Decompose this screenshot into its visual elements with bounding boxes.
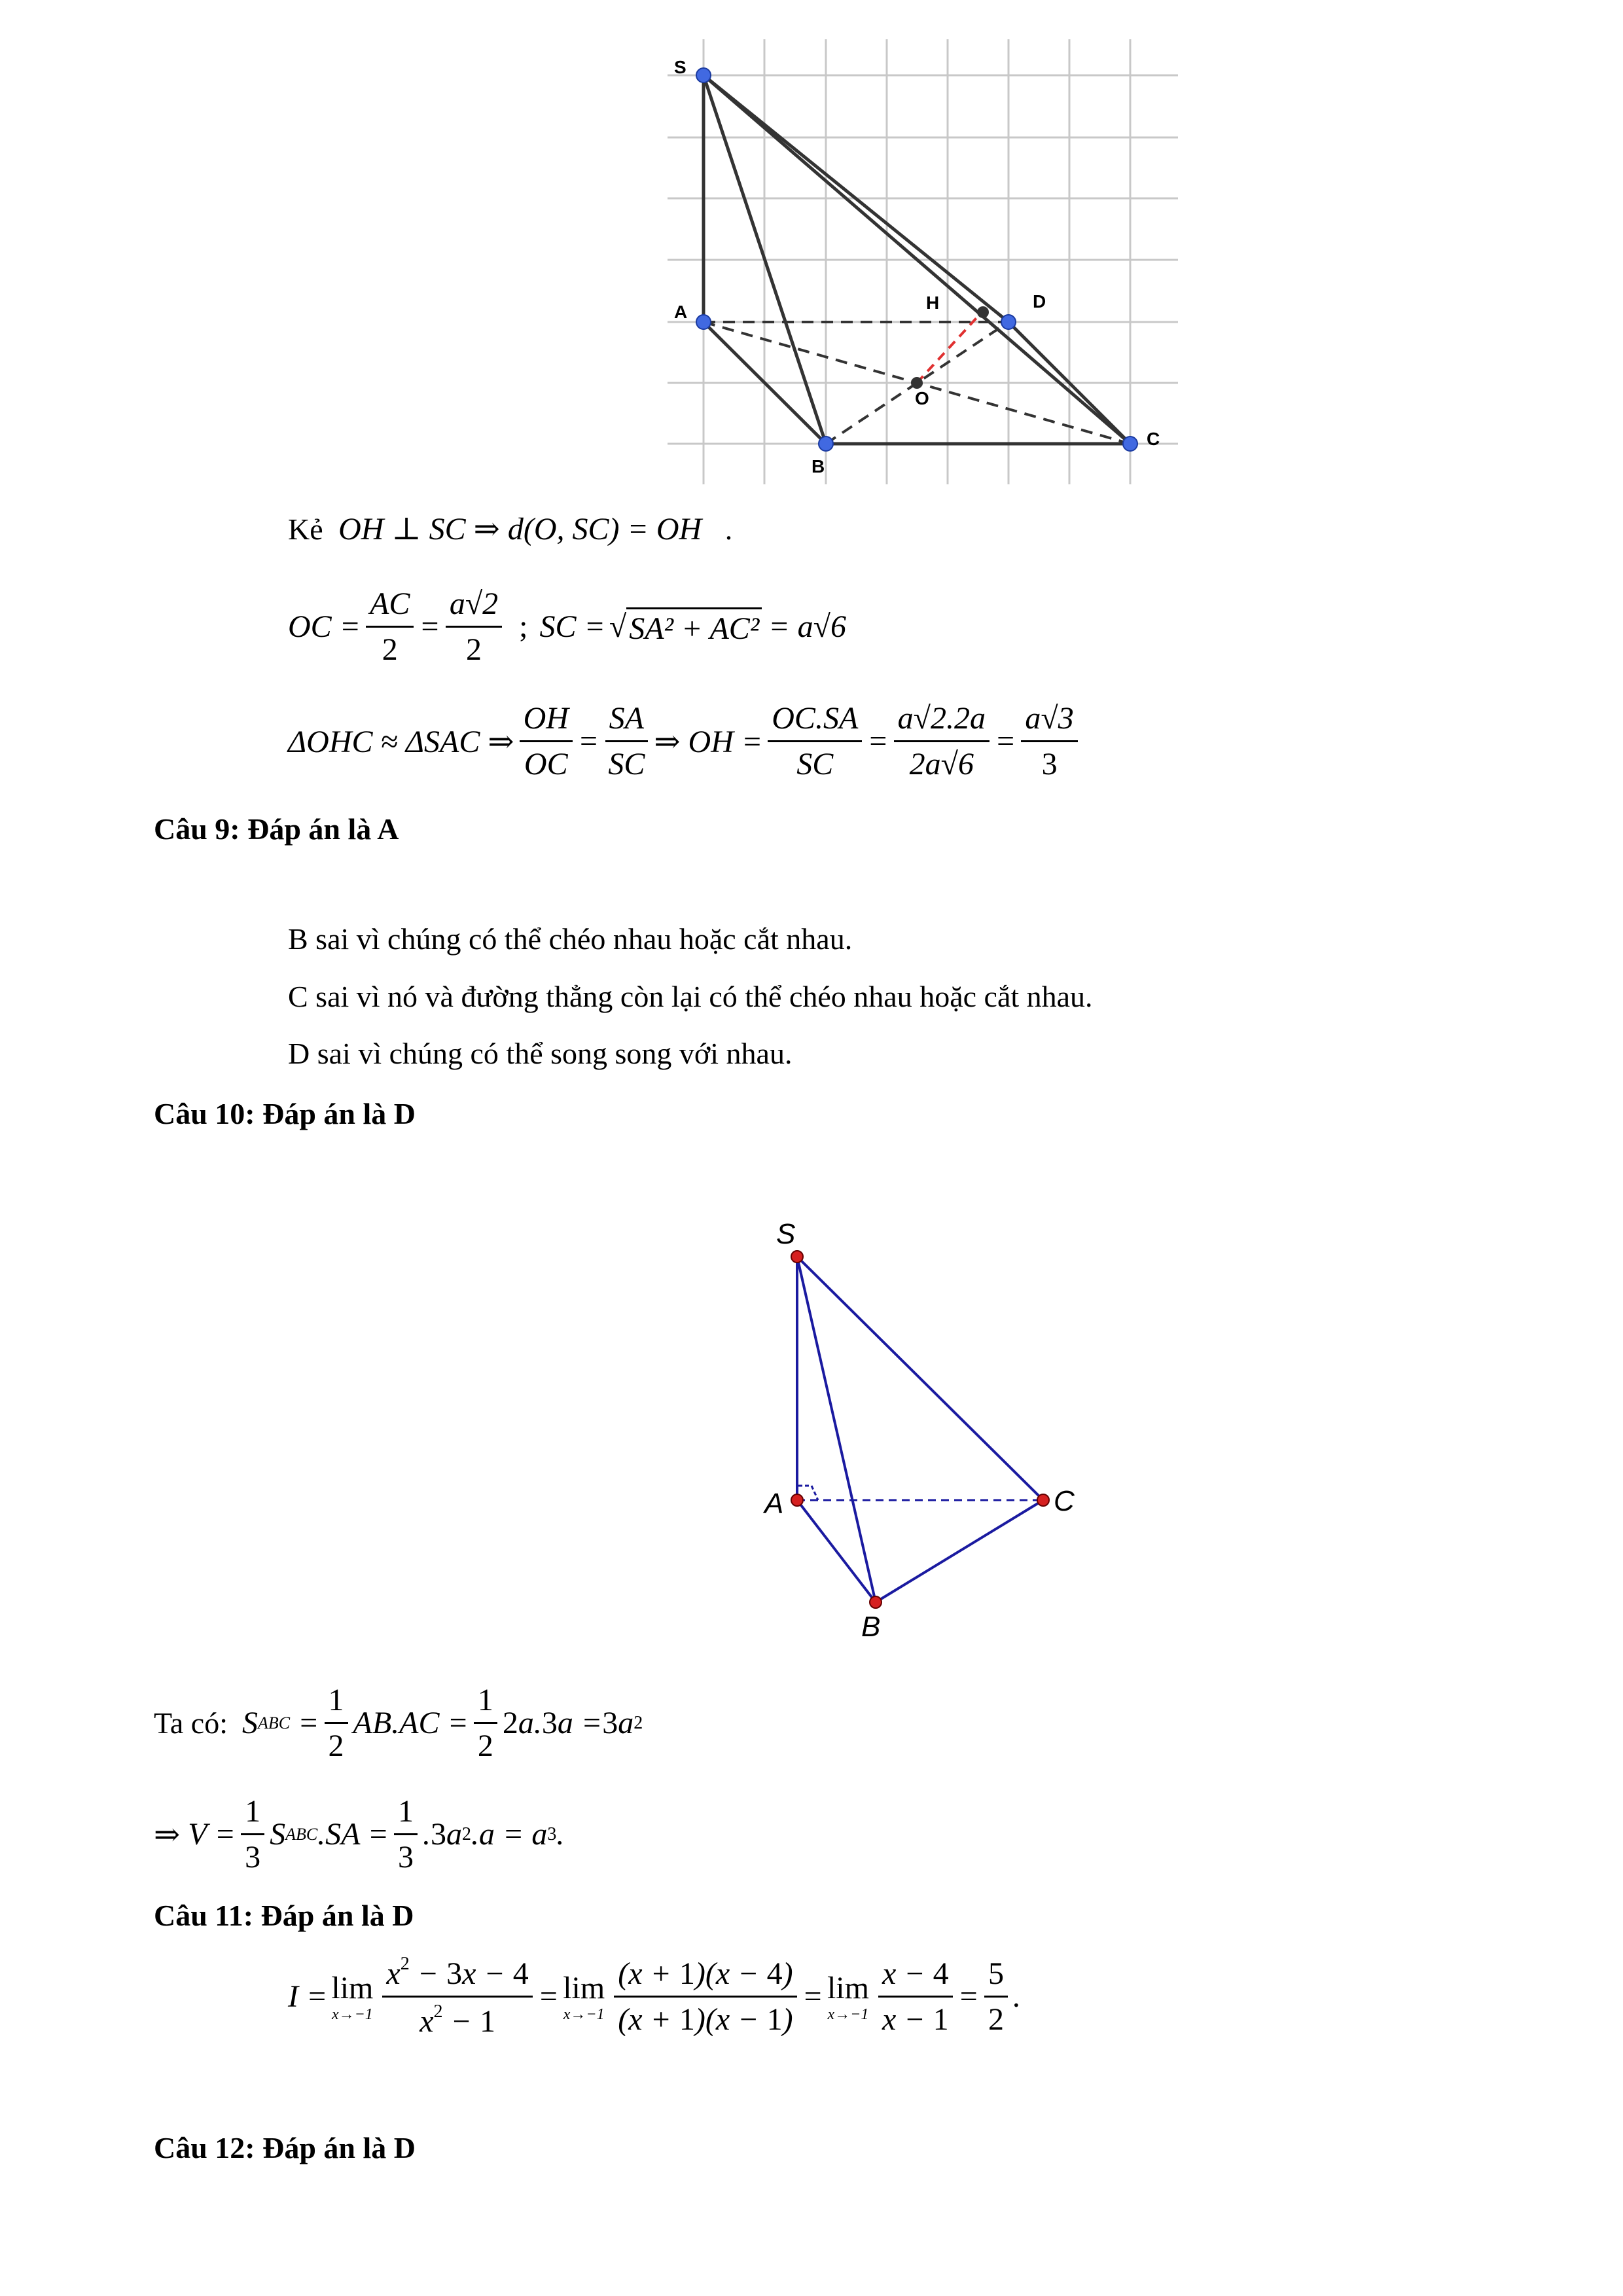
frac-ac-2 [366,586,414,668]
edge-bc [876,1500,1043,1602]
label-c: C [1054,1485,1075,1517]
label-h: H [926,293,940,313]
point-h [977,306,989,318]
q9-item-b: B sai vì chúng có thể chéo nhau hoặc cắt nhau. [288,922,853,956]
line-construct-oh [288,514,732,545]
label-d: D [1033,291,1046,312]
frac-ac-num: AC [366,586,414,628]
point-a [696,315,711,329]
frac-sa-sc [604,700,649,782]
q9-item-d: D sai vì chúng có thể song song với nhau. [288,1037,793,1070]
label-s: S [674,57,687,77]
sqrt-body: SA² + AC² [626,607,762,647]
q9-heading: Câu 9: Đáp án là A [154,812,399,846]
implies-oh: ⇒ OH = [654,724,763,759]
point-s [791,1251,803,1263]
figure-tetrahedron [746,1204,1113,1649]
eq-sign: = [419,609,440,644]
construct-expr: OH ⊥ SC ⇒ d(O, SC) = OH [338,512,702,547]
lim-2: lim x→−1 [563,1970,605,2023]
eq-1: = [577,724,599,759]
area-prefix: Ta có: [154,1706,228,1740]
point-b [819,437,833,451]
lim-1: lim x→−1 [331,1970,374,2023]
frac-ac-den: 2 [382,632,398,667]
area-expr: S ABC = $\frac{1}{2}$ AB.AC = $\frac{1}{2}$ 2 a. 3 a = 3 a 2 [242,1683,643,1763]
lim-3: lim x→−1 [827,1970,869,2023]
eq-2: = [867,724,889,759]
frac-value [894,700,990,782]
construct-end: . [724,512,733,546]
figure-pyramid-grid [654,39,1191,497]
point-a [791,1494,803,1506]
point-c [1037,1494,1049,1506]
q10-heading: Câu 10: Đáp án là D [154,1097,416,1130]
oc-label: OC = [288,609,361,644]
frac-result-num: a√3 [1021,700,1077,742]
label-o: O [915,388,929,408]
similar-expr: ΔOHC ≈ ΔSAC ⇒ [288,724,514,759]
frac-ocsa-sc [768,700,862,782]
label-a: A [764,1488,784,1520]
frac-a2-2 [446,586,502,668]
label-b: B [812,456,825,476]
label-b: B [861,1611,881,1643]
frac-sc: SC [608,747,645,781]
construct-prefix: Kẻ [288,512,323,546]
edge-sc [797,1257,1043,1500]
q10-area-line [154,1682,643,1764]
frac-value-num: a√2.2a [894,700,990,742]
point-d [1001,315,1016,329]
frac-oc: OC [524,747,568,781]
point-s [696,68,711,82]
vertices [791,1251,1049,1608]
q11-heading: Câu 11: Đáp án là D [154,1899,414,1932]
frac-sa: SA [605,700,648,742]
q12-heading: Câu 12: Đáp án là D [154,2131,416,2164]
frac-oh-oc [520,700,573,782]
point-c [1123,437,1137,451]
frac-ocsa: OC.SA [768,700,862,742]
sqrt-sign: √ [609,609,627,644]
frac-a2-num: a√2 [446,586,502,628]
q10-volume-line: ⇒ V = $\frac{1}{3}$ S ABC .SA = $\frac{1}{3}$ . 3 a 2 .a = a 3 . [154,1794,565,1874]
frac-value-den: 2a√6 [909,747,974,781]
frac-result-den: 3 [1041,747,1058,781]
frac-a2-den: 2 [465,632,482,667]
sc-label: SC = [539,609,605,644]
line-similar-triangles [288,700,1083,782]
point-o [911,377,923,389]
label-s: S [776,1218,796,1250]
frac-sc-2: SC [796,747,834,781]
sc-result: = a√6 [768,609,846,644]
line-oc-sc [288,586,846,668]
frac-result [1021,700,1077,782]
frac-oh: OH [520,700,573,742]
point-b [870,1596,882,1608]
q9-item-c: C sai vì nó và đường thẳng còn lại có thể chéo nhau hoặc cắt nhau. [288,980,1093,1013]
q11-limit-expr: I = lim x→−1 $\frac{x^2 - 3x - 4}{x^2 - 1}$ = lim x→−1 $\frac{(x + 1)(x - 4)}{(x + 1)(x - 1)}$ = lim x→−1 $\frac{x - 4}{x - 1}$ = $\frac{5}{2}$ . [288,1954,1022,2039]
eq-3: = [995,724,1016,759]
semicolon: ; [519,609,528,644]
label-c: C [1147,429,1160,449]
label-a: A [674,302,688,322]
